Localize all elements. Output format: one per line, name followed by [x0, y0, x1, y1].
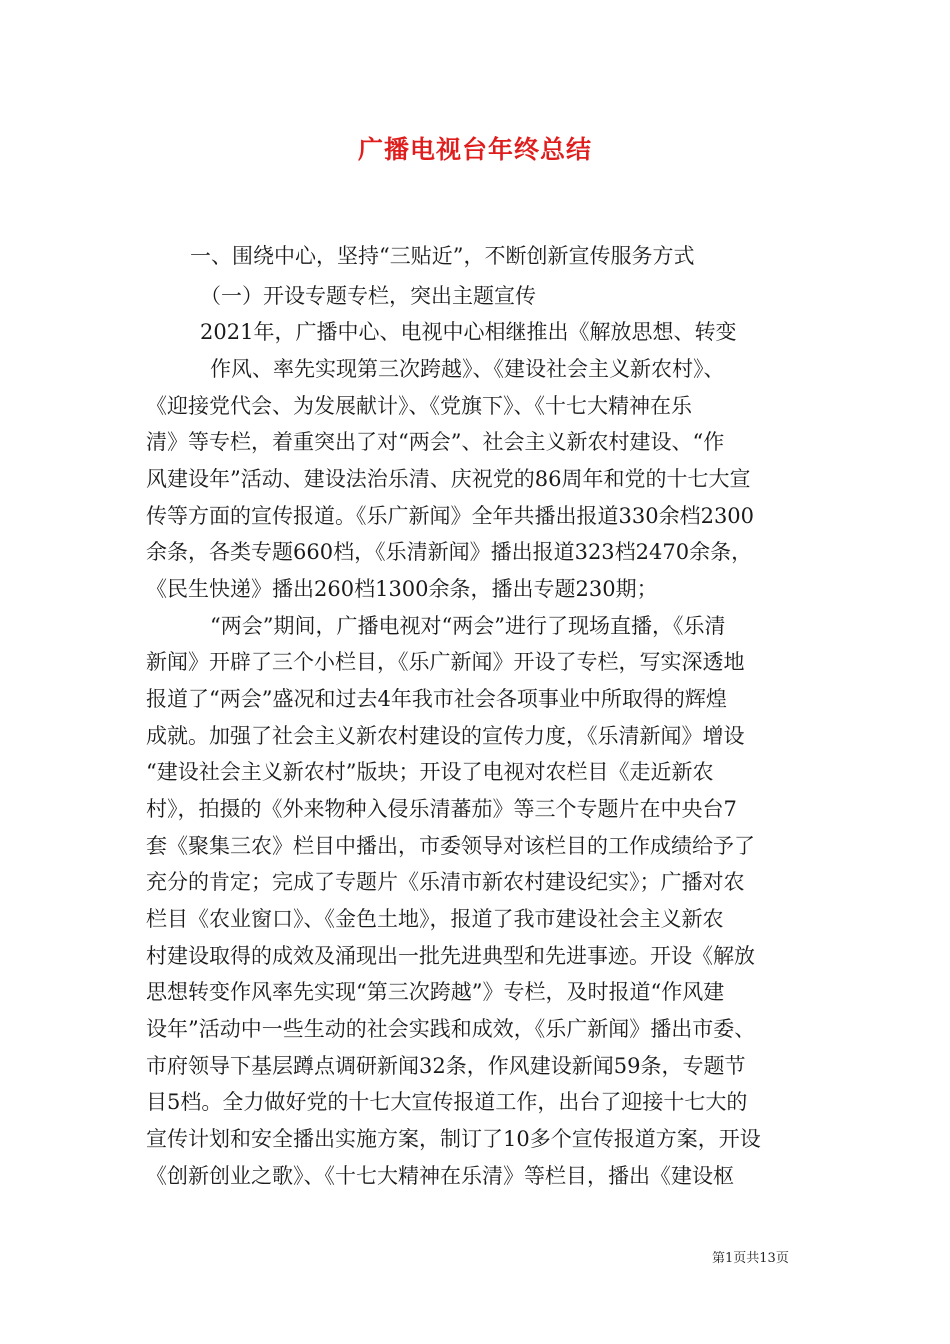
text-line: 《民生快递》播出260档1300余条，播出专题230期；	[146, 577, 658, 601]
text-line: 村》，拍摄的《外来物种入侵乐清蕃茄》等三个专题片在中央台7	[146, 797, 737, 821]
text-line: 风建设年”活动、建设法治乐清、庆祝党的86周年和党的十七大宣	[146, 467, 751, 491]
text-line: 设年”活动中一些生动的社会实践和成效，《乐广新闻》播出市委、	[146, 1017, 756, 1041]
text-line: 成就。加强了社会主义新农村建设的宣传力度，《乐清新闻》增设	[146, 724, 745, 748]
text-line: 栏目《农业窗口》、《金色土地》，报道了我市建设社会主义新农	[146, 907, 724, 931]
text-line: 报道了“两会”盛况和过去4年我市社会各项事业中所取得的辉煌	[146, 687, 727, 711]
text-line: 思想转变作风率先实现“第三次跨越”》专栏，及时报道“作风建	[146, 980, 725, 1004]
text-line: 村建设取得的成效及涌现出一批先进典型和先进事迹。开设《解放	[146, 944, 755, 968]
text-line: 《创新创业之歌》、《十七大精神在乐清》等栏目，播出《建设枢	[146, 1164, 734, 1188]
page-title: 广播电视台年终总结	[357, 135, 592, 164]
text-line: 充分的肯定；完成了专题片《乐清市新农村建设纪实》；广播对农	[146, 870, 745, 894]
text-line: 清》等专栏，着重突出了对“两会”、社会主义新农村建设、“作	[146, 430, 725, 454]
page-number-footer: 第1页共13页	[712, 1251, 789, 1266]
text-line: “两会”期间，广播电视对“两会”进行了现场直播，《乐清	[210, 614, 726, 638]
text-line: 新闻》开辟了三个小栏目，《乐广新闻》开设了专栏，写实深透地	[146, 650, 745, 674]
text-line: “建设社会主义新农村”版块；开设了电视对农栏目《走近新农	[146, 760, 714, 784]
text-line: 《迎接党代会、为发展献计》、《党旗下》、《十七大精神在乐	[146, 394, 692, 418]
text-line: 2021年，广播中心、电视中心相继推出《解放思想、转变	[200, 320, 737, 344]
text-line: 目5档。全力做好党的十七大宣传报道工作，出台了迎接十七大的	[146, 1090, 748, 1114]
text-line: 一、围绕中心，坚持“三贴近”，不断创新宣传服务方式	[190, 244, 695, 268]
text-line: 宣传计划和安全播出实施方案，制订了10多个宣传报道方案，开设	[146, 1127, 761, 1151]
text-line: 余条，各类专题660档，《乐清新闻》播出报道323档2470余条，	[146, 540, 753, 564]
text-line: 市府领导下基层蹲点调研新闻32条，作风建设新闻59条，专题节	[146, 1054, 746, 1078]
text-line: （一）开设专题专栏，突出主题宣传	[200, 284, 536, 308]
text-line: 套《聚集三农》栏目中播出，市委领导对该栏目的工作成绩给予了	[146, 834, 755, 858]
text-line: 作风、率先实现第三次跨越》、《建设社会主义新农村》、	[210, 357, 725, 381]
text-line: 传等方面的宣传报道。《乐广新闻》全年共播出报道330余档2300	[146, 504, 755, 528]
